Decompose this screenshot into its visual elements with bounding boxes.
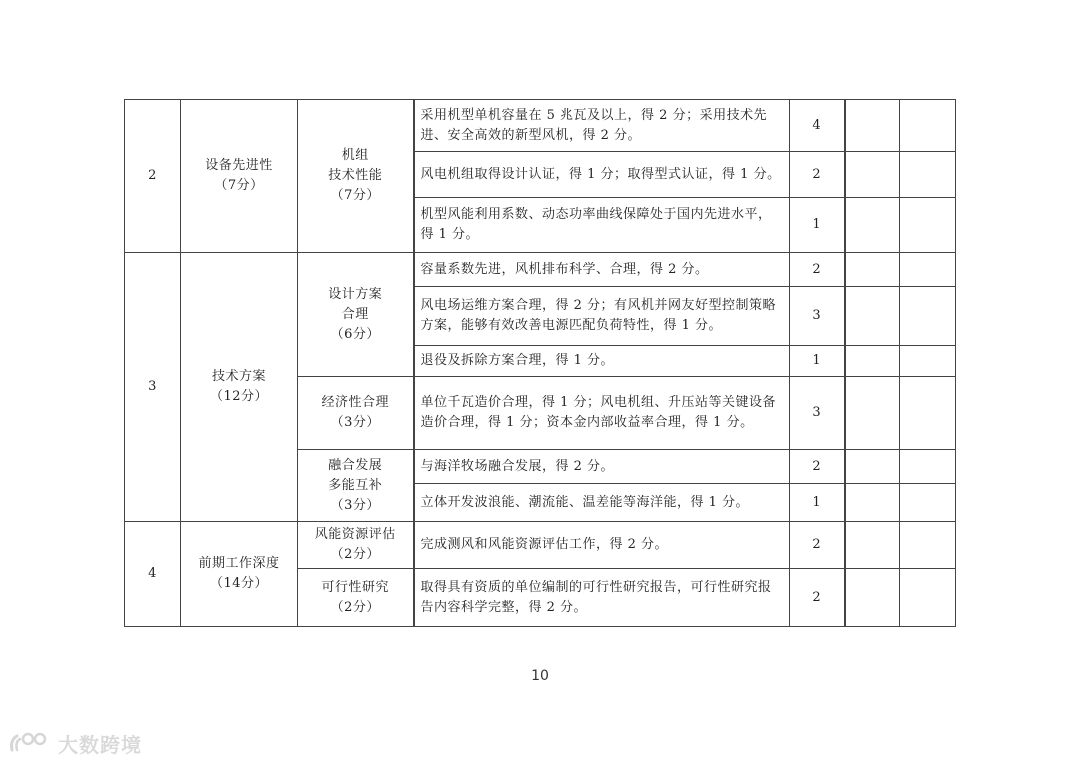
blank-cell <box>845 522 900 569</box>
item-number: 3 <box>125 253 181 522</box>
blank-cell <box>845 253 900 287</box>
blank-cell <box>900 450 956 484</box>
category-cell: 前期工作深度 （14分） <box>181 522 298 627</box>
blank-cell <box>900 100 956 152</box>
blank-cell <box>900 346 956 377</box>
standard-cell: 与海洋牧场融合发展，得 2 分。 <box>414 450 790 484</box>
standard-cell: 完成测风和风能资源评估工作，得 2 分。 <box>414 522 790 569</box>
standard-cell: 风电场运维方案合理，得 2 分；有风机并网友好型控制策略方案，能够有效改善电源匹配负荷特性，得 1 分。 <box>414 287 790 346</box>
standard-cell: 风电机组取得设计认证，得 1 分；取得型式认证，得 1 分。 <box>414 152 790 198</box>
subcategory-cell: 设计方案 合理 （6分） <box>298 253 414 377</box>
subcategory-cell: 经济性合理 （3分） <box>298 377 414 450</box>
table-row <box>125 253 956 287</box>
subcategory-cell: 可行性研究 （2分） <box>298 569 414 627</box>
subcategory-cell: 融合发展 多能互补 （3分） <box>298 450 414 522</box>
item-number: 4 <box>125 522 181 627</box>
blank-cell <box>845 287 900 346</box>
watermark <box>8 728 142 758</box>
score-cell: 1 <box>790 198 845 253</box>
score-cell: 2 <box>790 253 845 287</box>
score-cell: 3 <box>790 377 845 450</box>
blank-cell <box>900 198 956 253</box>
item-number: 2 <box>125 100 181 253</box>
score-cell: 2 <box>790 450 845 484</box>
score-cell: 4 <box>790 100 845 152</box>
score-cell: 2 <box>790 569 845 627</box>
standard-cell: 单位千瓦造价合理，得 1 分；风电机组、升压站等关键设备造价合理，得 1 分；资本金内部收益率合理，得 1 分。 <box>414 377 790 450</box>
score-cell: 1 <box>790 484 845 522</box>
watermark-text: 大数跨境 <box>58 732 142 757</box>
blank-cell <box>845 346 900 377</box>
scoring-table <box>124 99 956 627</box>
standard-cell: 退役及拆除方案合理，得 1 分。 <box>414 346 790 377</box>
blank-cell <box>900 377 956 450</box>
blank-cell <box>900 484 956 522</box>
table-row <box>125 100 956 152</box>
blank-cell <box>845 484 900 522</box>
blank-cell <box>845 198 900 253</box>
subcategory-cell: 机组 技术性能 （7分） <box>298 100 414 253</box>
blank-cell <box>900 253 956 287</box>
subcategory-cell: 风能资源评估 （2分） <box>298 522 414 569</box>
standard-cell: 取得具有资质的单位编制的可行性研究报告，可行性研究报告内容科学完整，得 2 分。 <box>414 569 790 627</box>
table-row <box>125 522 956 569</box>
blank-cell <box>900 152 956 198</box>
brand-logo-icon <box>8 730 52 756</box>
category-cell: 技术方案 （12分） <box>181 253 298 522</box>
standard-cell: 机型风能利用系数、动态功率曲线保障处于国内先进水平，得 1 分。 <box>414 198 790 253</box>
score-cell: 2 <box>790 152 845 198</box>
standard-cell: 采用机型单机容量在 5 兆瓦及以上，得 2 分；采用技术先进、安全高效的新型风机，得 2 分。 <box>414 100 790 152</box>
score-cell: 1 <box>790 346 845 377</box>
blank-cell <box>845 569 900 627</box>
blank-cell <box>900 569 956 627</box>
standard-cell: 容量系数先进，风机排布科学、合理，得 2 分。 <box>414 253 790 287</box>
blank-cell <box>900 287 956 346</box>
category-cell: 设备先进性 （7分） <box>181 100 298 253</box>
blank-cell <box>845 100 900 152</box>
blank-cell <box>845 450 900 484</box>
blank-cell <box>845 152 900 198</box>
blank-cell <box>900 522 956 569</box>
standard-cell: 立体开发波浪能、潮流能、温差能等海洋能，得 1 分。 <box>414 484 790 522</box>
score-cell: 2 <box>790 522 845 569</box>
blank-cell <box>845 377 900 450</box>
page-number: 10 <box>531 668 549 684</box>
score-cell: 3 <box>790 287 845 346</box>
